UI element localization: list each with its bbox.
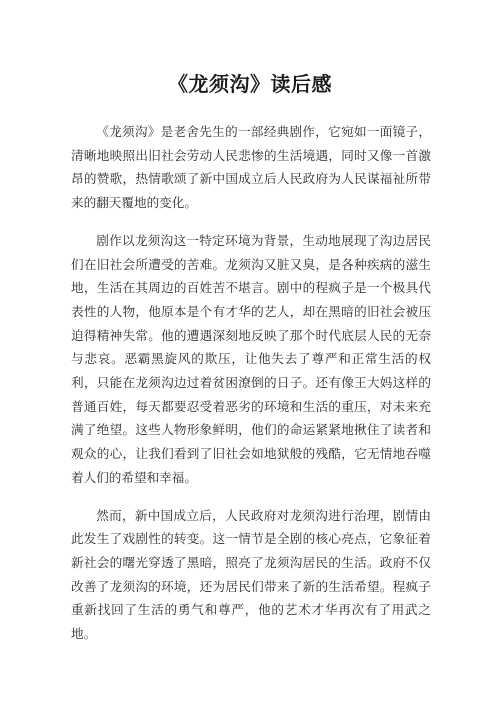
paragraph-3: 然而，新中国成立后，人民政府对龙须沟进行治理，剧情由此发生了戏剧性的转变。这一情节是全剧的核心亮点，它象征着新社会的曙光穿透了黑暗，照亮了龙须沟居民的生活。政府不仅改善了龙须沟的环境，还为居民们带来了新的生活希望。程疯子重新找回了生活的勇气和尊严，他的艺术才华再次有了用武之地。 — [71, 507, 431, 642]
document-title: 《龙须沟》读后感 — [168, 72, 332, 96]
paragraph-2: 剧作以龙须沟这一特定环境为背景，生动地展现了沟边居民们在旧社会所遭受的苦难。龙须沟又脏又臭，是各种疾病的滋生地，生活在其周边的百姓苦不堪言。剧中的程疯子是一个极具代表性的人物，他原本是个有才华的艺人，却在黑暗的旧社会被压迫得精神失常。他的遭遇深刻地反映了那个时代底层人民的无奈与悲哀。恶霸黑旋风的欺压，让他失去了尊严和正常生活的权利，只能在龙须沟边过着贫困潦倒的日子。还有像王大妈这样的普通百姓，每天都要忍受着恶劣的环境和生活的重压，对未来充满了绝望。这些人物形象鲜明，他们的命运紧紧地揪住了读者和观众的心，让我们看到了旧社会如地狱般的残酷，它无情地吞噬着人们的希望和幸福。 — [71, 232, 431, 485]
document-body — [71, 120, 431, 646]
paragraph-1: 《龙须沟》是老舍先生的一部经典剧作，它宛如一面镜子，清晰地映照出旧社会劳动人民悲惨的生活境遇，同时又像一首激昂的赞歌，热情歌颂了新中国成立后人民政府为人民谋福祉所带来的翻天覆地的变化。 — [71, 124, 431, 211]
